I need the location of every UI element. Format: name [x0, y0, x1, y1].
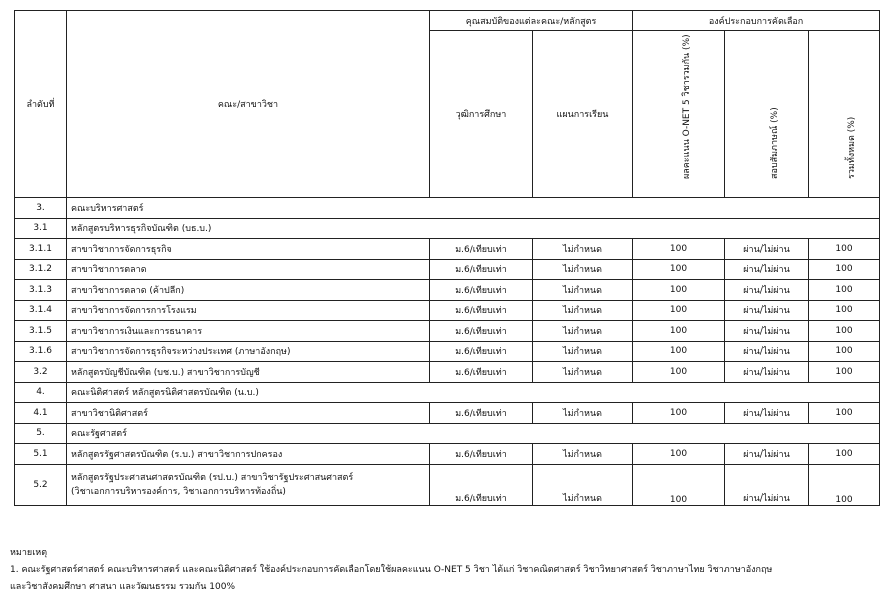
table-row	[15, 280, 880, 301]
table-row	[15, 362, 880, 383]
section-row	[15, 198, 880, 219]
section-row	[15, 382, 880, 403]
notes-line-2: และวิชาสังคมศึกษา ศาสนา และวัฒนธรรม รวมกัน 100%	[10, 582, 235, 592]
table-row	[15, 239, 880, 260]
table-row	[15, 321, 880, 342]
total-cell: 100	[809, 259, 880, 280]
study-plan-cell: ไม่กำหนด	[533, 239, 633, 260]
total-cell: 100	[809, 300, 880, 321]
notes-section	[10, 545, 885, 596]
table-body	[15, 198, 880, 506]
row-number: 5.2	[15, 464, 67, 505]
program-name	[67, 464, 430, 505]
total-cell: 100	[809, 362, 880, 383]
program-name: สาขาวิชานิติศาสตร์	[67, 403, 430, 424]
interview-cell: ผ่าน/ไม่ผ่าน	[725, 321, 809, 342]
interview-cell: ผ่าน/ไม่ผ่าน	[725, 362, 809, 383]
program-name: สาขาวิชาการตลาด	[67, 259, 430, 280]
interview-cell: ผ่าน/ไม่ผ่าน	[725, 300, 809, 321]
study-plan-cell: ไม่กำหนด	[533, 464, 633, 505]
onet-score-cell: 100	[633, 300, 725, 321]
section-title: หลักสูตรบริหารธุรกิจบัณฑิต (บธ.บ.)	[67, 218, 880, 239]
notes-line-1: 1. คณะรัฐศาสตร์ศาสตร์ คณะบริหารศาสตร์ และคณะนิติศาสตร์ ใช้องค์ประกอบการคัดเลือกโดยใช้ผลคะแนน O-NET 5 วิชา ได้แก่ วิชาคณิตศาสตร์ วิชาวิทยาศาสตร์ วิชาภาษาไทย วิชาภาษาอังกฤษ	[10, 565, 773, 575]
header-study-plan: แผนการเรียน	[533, 31, 633, 198]
row-number: 3.1.1	[15, 239, 67, 260]
education-cell: ม.6/เทียบเท่า	[430, 280, 533, 301]
row-number: 4.	[15, 382, 67, 403]
section-title: คณะบริหารศาสตร์	[67, 198, 880, 219]
interview-cell: ผ่าน/ไม่ผ่าน	[725, 444, 809, 465]
program-name: สาขาวิชาการจัดการธุรกิจระหว่างประเทศ (ภาษาอังกฤษ)	[67, 341, 430, 362]
total-cell: 100	[809, 444, 880, 465]
interview-cell: ผ่าน/ไม่ผ่าน	[725, 280, 809, 301]
table-row	[15, 259, 880, 280]
row-number: 3.1.2	[15, 259, 67, 280]
program-name: หลักสูตรบัญชีบัณฑิต (บช.บ.) สาขาวิชาการบัญชี	[67, 362, 430, 383]
program-name-line-2: (วิชาเอกการบริหารองค์การ, วิชาเอกการบริหารท้องถิ่น)	[71, 486, 286, 497]
header-education: วุฒิการศึกษา	[430, 31, 533, 198]
row-number: 5.	[15, 423, 67, 444]
total-cell: 100	[809, 321, 880, 342]
onet-score-cell: 100	[633, 239, 725, 260]
total-cell: 100	[809, 403, 880, 424]
program-name: สาขาวิชาการจัดการธุรกิจ	[67, 239, 430, 260]
table-row	[15, 341, 880, 362]
row-number: 5.1	[15, 444, 67, 465]
program-name: สาขาวิชาการตลาด (ค้าปลีก)	[67, 280, 430, 301]
table-row	[15, 444, 880, 465]
row-number: 3.1.3	[15, 280, 67, 301]
onet-score-cell: 100	[633, 321, 725, 342]
section-row	[15, 423, 880, 444]
row-number: 3.1.4	[15, 300, 67, 321]
onet-score-cell: 100	[633, 362, 725, 383]
row-number: 3.2	[15, 362, 67, 383]
education-cell: ม.6/เทียบเท่า	[430, 464, 533, 505]
notes-title: หมายเหตุ	[10, 548, 48, 558]
study-plan-cell: ไม่กำหนด	[533, 280, 633, 301]
section-title: คณะรัฐศาสตร์	[67, 423, 880, 444]
program-name: สาขาวิชาการจัดการการโรงแรม	[67, 300, 430, 321]
onet-score-cell: 100	[633, 280, 725, 301]
total-cell: 100	[809, 239, 880, 260]
education-cell: ม.6/เทียบเท่า	[430, 403, 533, 424]
table-header	[15, 11, 880, 198]
header-interview	[725, 31, 809, 198]
header-no: ลำดับที่	[15, 11, 67, 198]
total-cell: 100	[809, 280, 880, 301]
onet-score-cell: 100	[633, 403, 725, 424]
interview-cell: ผ่าน/ไม่ผ่าน	[725, 341, 809, 362]
table-row	[15, 464, 880, 505]
section-row	[15, 218, 880, 239]
header-total	[809, 31, 880, 198]
header-interview-label: สอบสัมภาษณ์ (%)	[769, 107, 780, 179]
program-name: หลักสูตรรัฐศาสตรบัณฑิต (ร.บ.) สาขาวิชาการปกครอง	[67, 444, 430, 465]
header-faculty: คณะ/สาขาวิชา	[67, 11, 430, 198]
education-cell: ม.6/เทียบเท่า	[430, 362, 533, 383]
row-number: 3.	[15, 198, 67, 219]
study-plan-cell: ไม่กำหนด	[533, 321, 633, 342]
study-plan-cell: ไม่กำหนด	[533, 341, 633, 362]
study-plan-cell: ไม่กำหนด	[533, 300, 633, 321]
row-number: 3.1	[15, 218, 67, 239]
admission-table	[14, 10, 880, 506]
interview-cell: ผ่าน/ไม่ผ่าน	[725, 464, 809, 505]
study-plan-cell: ไม่กำหนด	[533, 259, 633, 280]
study-plan-cell: ไม่กำหนด	[533, 403, 633, 424]
onet-score-cell: 100	[633, 259, 725, 280]
onet-score-cell: 100	[633, 464, 725, 505]
table-row	[15, 300, 880, 321]
study-plan-cell: ไม่กำหนด	[533, 444, 633, 465]
header-qualification-group: คุณสมบัติของแต่ละคณะ/หลักสูตร	[430, 11, 633, 31]
total-cell: 100	[809, 341, 880, 362]
program-name-line-1: หลักสูตรรัฐประศาสนศาสตรบัณฑิต (รป.บ.) สาขาวิชารัฐประศาสนศาสตร์	[71, 472, 354, 483]
education-cell: ม.6/เทียบเท่า	[430, 239, 533, 260]
education-cell: ม.6/เทียบเท่า	[430, 259, 533, 280]
header-composition-group: องค์ประกอบการคัดเลือก	[633, 11, 880, 31]
interview-cell: ผ่าน/ไม่ผ่าน	[725, 403, 809, 424]
education-cell: ม.6/เทียบเท่า	[430, 444, 533, 465]
onet-score-cell: 100	[633, 444, 725, 465]
header-total-label: รวมทั้งหมด (%)	[847, 116, 858, 179]
education-cell: ม.6/เทียบเท่า	[430, 321, 533, 342]
interview-cell: ผ่าน/ไม่ผ่าน	[725, 259, 809, 280]
row-number: 4.1	[15, 403, 67, 424]
header-onet-label: ผลคะแนน O-NET 5 วิชารวมกัน (%)	[681, 34, 692, 179]
program-name: สาขาวิชาการเงินและการธนาคาร	[67, 321, 430, 342]
interview-cell: ผ่าน/ไม่ผ่าน	[725, 239, 809, 260]
row-number: 3.1.5	[15, 321, 67, 342]
section-title: คณะนิติศาสตร์ หลักสูตรนิติศาสตรบัณฑิต (น.บ.)	[67, 382, 880, 403]
education-cell: ม.6/เทียบเท่า	[430, 300, 533, 321]
study-plan-cell: ไม่กำหนด	[533, 362, 633, 383]
header-onet	[633, 31, 725, 198]
table-row	[15, 403, 880, 424]
onet-score-cell: 100	[633, 341, 725, 362]
total-cell: 100	[809, 464, 880, 505]
education-cell: ม.6/เทียบเท่า	[430, 341, 533, 362]
row-number: 3.1.6	[15, 341, 67, 362]
